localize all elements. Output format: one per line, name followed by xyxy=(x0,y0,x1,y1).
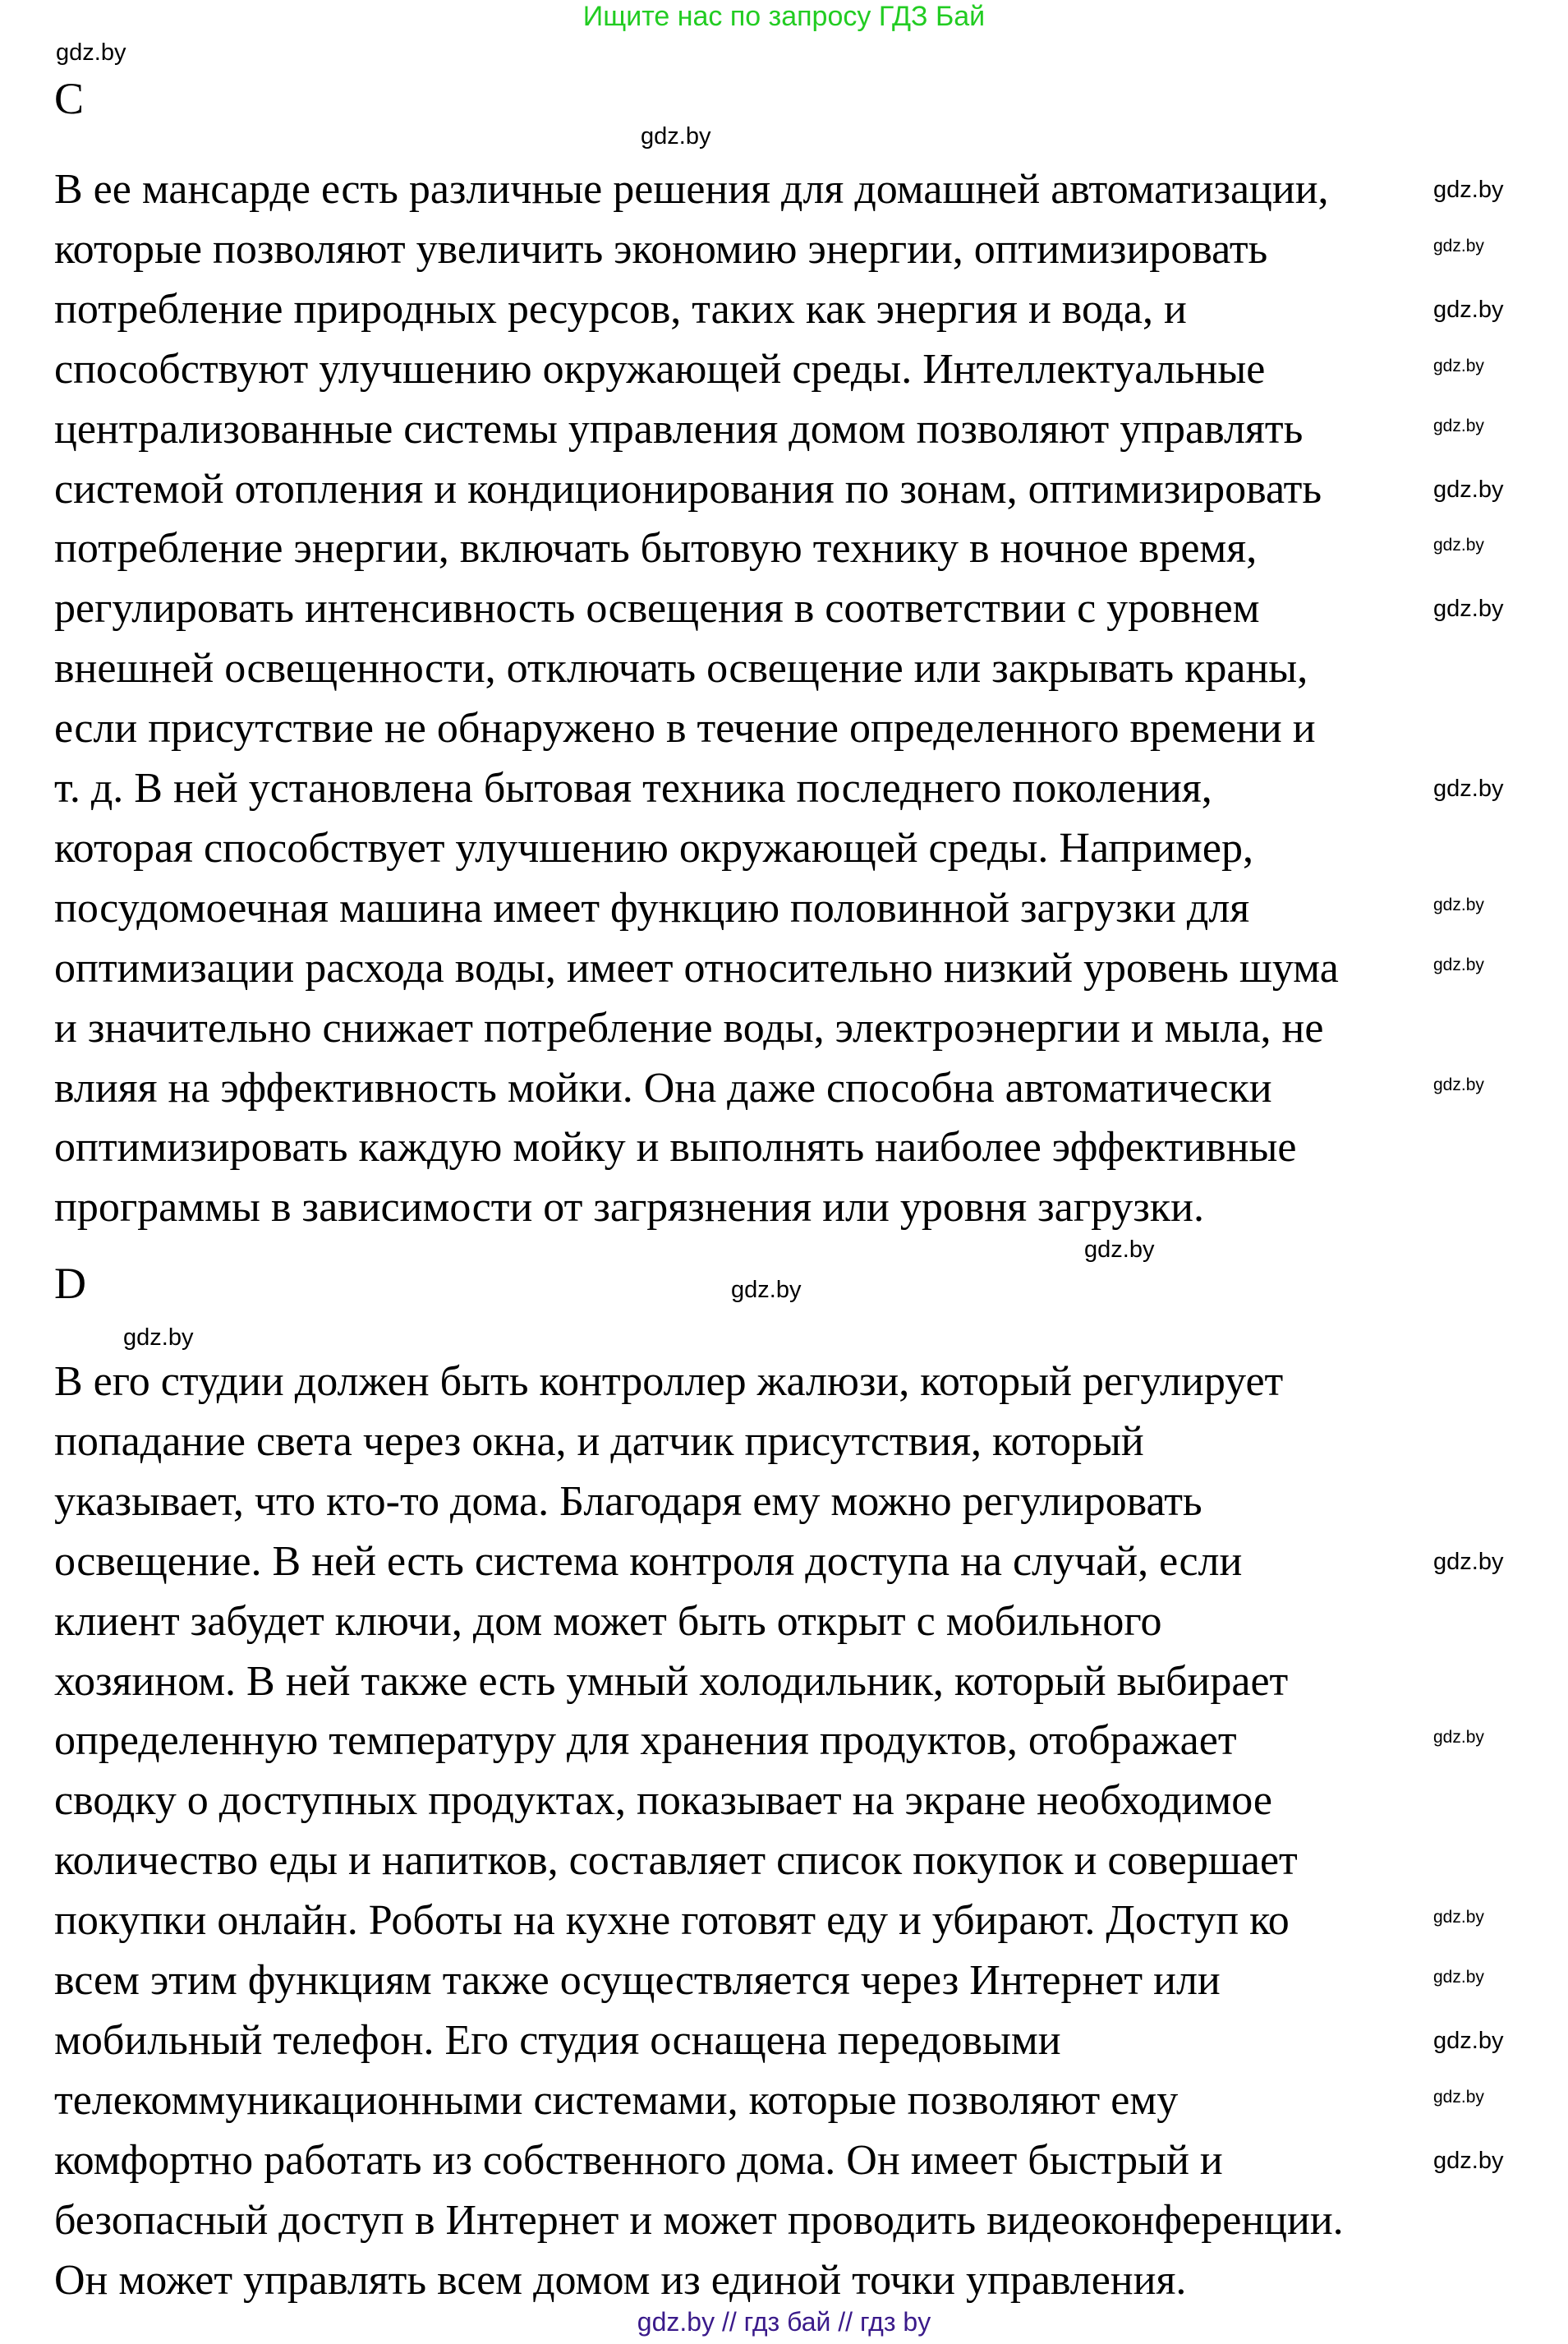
watermark: gdz.by xyxy=(1433,356,1484,375)
paragraph-line: клиент забудет ключи, дом может быть открыт с мобильного xyxy=(54,1597,1162,1645)
paragraph-line: т. д. В ней установлена бытовая техника последнего поколения, xyxy=(54,765,1212,812)
watermark: gdz.by xyxy=(1433,1075,1484,1094)
watermark: gdz.by xyxy=(1433,1968,1484,1987)
watermark: gdz.by xyxy=(1433,1908,1484,1927)
paragraph-line: определенную температуру для хранения продуктов, отображает xyxy=(54,1717,1237,1765)
paragraph-line: В его студии должен быть контроллер жалюзи, который регулирует xyxy=(54,1358,1284,1405)
watermark: gdz.by xyxy=(123,1324,194,1351)
paragraph-line: мобильный телефон. Его студия оснащена передовыми xyxy=(54,2016,1061,2064)
section-letter-d: D xyxy=(54,1259,86,1308)
paragraph-line: комфортно работать из собственного дома. Он имеет быстрый и xyxy=(54,2136,1223,2184)
watermark: gdz.by xyxy=(641,123,711,150)
paragraph-line: телекоммуникационными системами, которые позволяют ему xyxy=(54,2076,1179,2124)
watermark: gdz.by xyxy=(1433,476,1504,503)
paragraph-line: оптимизации расхода воды, имеет относительно низкий уровень шума xyxy=(54,944,1339,992)
paragraph-line: посудомоечная машина имеет функцию половинной загрузки для xyxy=(54,884,1250,932)
paragraph-line: которые позволяют увеличить экономию энергии, оптимизировать xyxy=(54,225,1268,273)
paragraph-line: способствуют улучшению окружающей среды. Интеллектуальные xyxy=(54,345,1266,393)
watermark: gdz.by xyxy=(1433,236,1484,256)
paragraph-line: программы в зависимости от загрязнения или уровня загрузки. xyxy=(54,1184,1205,1232)
watermark: gdz.by xyxy=(1433,1548,1504,1575)
watermark: gdz.by xyxy=(1433,955,1484,974)
paragraph-line: потребление энергии, включать бытовую технику в ночное время, xyxy=(54,525,1258,573)
watermark: gdz.by xyxy=(1433,2087,1484,2107)
paragraph-line: сводку о доступных продуктах, показывает на экране необходимое xyxy=(54,1777,1272,1825)
paragraph-line: хозяином. В ней также есть умный холодильник, который выбирает xyxy=(54,1657,1289,1705)
paragraph-line: и значительно снижает потребление воды, электроэнергии и мыла, не xyxy=(54,1004,1324,1052)
watermark: gdz.by xyxy=(1433,895,1484,914)
search-banner: Ищите нас по запросу ГДЗ Бай xyxy=(582,1,986,32)
watermark: gdz.by xyxy=(1433,296,1504,323)
paragraph-line: покупки онлайн. Роботы на кухне готовят еду и убирают. Доступ ко xyxy=(54,1897,1290,1945)
watermark: gdz.by xyxy=(56,39,126,66)
paragraph-line: В ее мансарде есть различные решения для домашней автоматизации, xyxy=(54,166,1329,213)
paragraph-line: освещение. В ней есть система контроля доступа на случай, если xyxy=(54,1537,1243,1585)
watermark: gdz.by xyxy=(731,1277,802,1303)
paragraph-line: централизованные системы управления домом позволяют управлять xyxy=(54,405,1304,453)
paragraph-line: количество еды и напитков, составляет список покупок и совершает xyxy=(54,1837,1298,1885)
paragraph-line: системой отопления и кондиционирования по зонам, оптимизировать xyxy=(54,465,1322,513)
watermark: gdz.by xyxy=(1433,2147,1504,2174)
paragraph-line: попадание света через окна, и датчик присутствия, который xyxy=(54,1417,1144,1465)
section-letter-c: C xyxy=(54,74,85,123)
paragraph-line: потребление природных ресурсов, таких как энергия и вода, и xyxy=(54,285,1187,333)
watermark: gdz.by xyxy=(1433,776,1504,802)
watermark: gdz.by xyxy=(1433,536,1484,555)
footer-links[interactable]: gdz.by // гдз бай // гдз by xyxy=(637,2307,931,2337)
paragraph-line: влияя на эффективность мойки. Она даже способна автоматически xyxy=(54,1064,1272,1112)
watermark: gdz.by xyxy=(1084,1236,1155,1263)
paragraph-line: указывает, что кто-то дома. Благодаря ему можно регулировать xyxy=(54,1477,1202,1525)
paragraph-line: безопасный доступ в Интернет и может проводить видеоконференции. xyxy=(54,2196,1344,2244)
paragraph-line: внешней освещенности, отключать освещение или закрывать краны, xyxy=(54,645,1308,693)
paragraph-line: Он может управлять всем домом из единой точки управления. xyxy=(54,2256,1187,2304)
watermark: gdz.by xyxy=(1433,177,1504,203)
paragraph-line: оптимизировать каждую мойку и выполнять наиболее эффективные xyxy=(54,1124,1297,1172)
paragraph-line: всем этим функциям также осуществляется через Интернет или xyxy=(54,1957,1221,2004)
watermark: gdz.by xyxy=(1433,596,1504,623)
watermark: gdz.by xyxy=(1433,1728,1484,1748)
paragraph-line: регулировать интенсивность освещения в соответствии с уровнем xyxy=(54,585,1260,633)
watermark: gdz.by xyxy=(1433,2027,1504,2054)
paragraph-line: если присутствие не обнаружено в течение определенного времени и xyxy=(54,705,1316,753)
watermark: gdz.by xyxy=(1433,416,1484,435)
paragraph-line: которая способствует улучшению окружающей среды. Например, xyxy=(54,824,1254,872)
